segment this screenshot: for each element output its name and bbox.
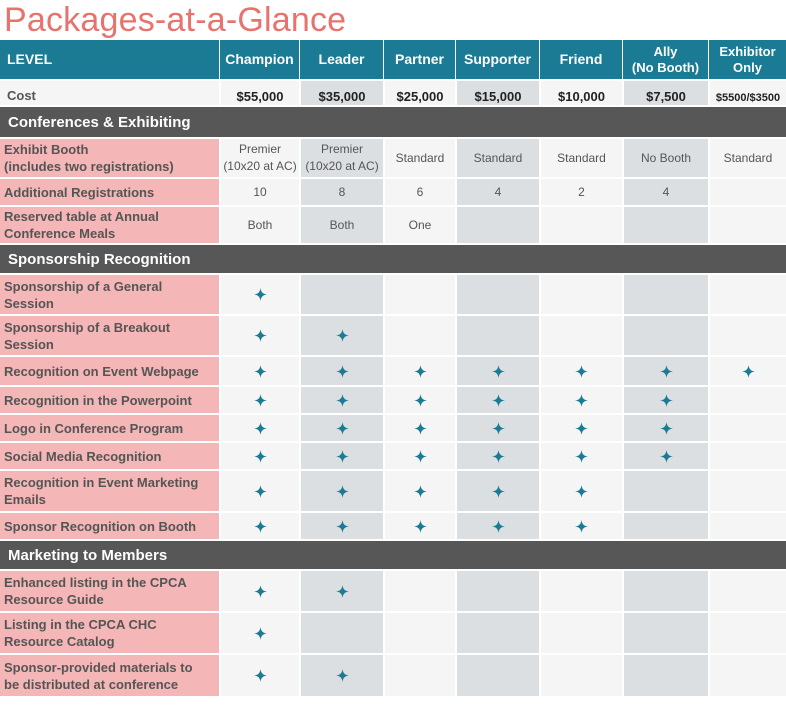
table-cell — [301, 655, 383, 698]
table-cell — [541, 571, 622, 613]
table-cell — [624, 513, 708, 541]
star-icon — [492, 394, 505, 407]
table-cell: Premier (10x20 at AC) — [221, 139, 299, 179]
table-cell — [221, 316, 299, 357]
star-icon — [492, 520, 505, 533]
table-cell — [541, 415, 622, 443]
table-cell — [457, 443, 539, 471]
star-icon — [414, 422, 427, 435]
star-icon — [575, 485, 588, 498]
star-icon — [336, 329, 349, 342]
cost-supporter: $15,000 — [457, 81, 539, 107]
table-cell — [385, 613, 455, 655]
table-cell: Both — [221, 207, 299, 245]
table-cell — [624, 357, 708, 387]
table-cell — [301, 513, 383, 541]
row-label-general-session: Sponsorship of a General Session — [0, 275, 219, 316]
row-label-enhanced-listing: Enhanced listing in the CPCA Resource Guide — [0, 571, 219, 613]
star-icon — [414, 450, 427, 463]
header-leader: Leader — [300, 40, 383, 81]
star-icon — [414, 365, 427, 378]
star-icon — [336, 585, 349, 598]
table-cell — [710, 275, 786, 316]
star-icon — [254, 585, 267, 598]
star-icon — [254, 627, 267, 640]
table-cell — [301, 471, 383, 513]
cost-champion: $55,000 — [221, 81, 299, 107]
star-icon — [492, 485, 505, 498]
header-supporter: Supporter — [456, 40, 539, 81]
star-icon — [492, 422, 505, 435]
star-icon — [336, 520, 349, 533]
table-cell — [624, 655, 708, 698]
table-cell — [301, 443, 383, 471]
table-cell: Both — [301, 207, 383, 245]
table-cell — [385, 415, 455, 443]
cost-partner: $25,000 — [385, 81, 455, 107]
star-icon — [660, 422, 673, 435]
star-icon — [254, 520, 267, 533]
table-cell — [385, 316, 455, 357]
cost-exhibitor-only: $5500/$3500 — [710, 81, 786, 107]
table-cell — [457, 571, 539, 613]
cost-friend: $10,000 — [541, 81, 622, 107]
header-friend: Friend — [540, 40, 622, 81]
table-cell — [385, 387, 455, 415]
table-cell — [710, 415, 786, 443]
table-cell — [710, 571, 786, 613]
table-cell — [541, 357, 622, 387]
table-cell — [624, 316, 708, 357]
table-cell — [221, 443, 299, 471]
table-cell — [541, 443, 622, 471]
table-cell — [541, 207, 622, 245]
star-icon — [492, 365, 505, 378]
table-cell — [301, 387, 383, 415]
star-icon — [336, 365, 349, 378]
table-cell — [710, 207, 786, 245]
table-cell — [624, 613, 708, 655]
table-cell — [385, 655, 455, 698]
section-sponsorship: Sponsorship Recognition — [0, 245, 786, 275]
table-cell: Standard — [385, 139, 455, 179]
star-icon — [254, 485, 267, 498]
star-icon — [336, 422, 349, 435]
table-cell — [301, 613, 383, 655]
table-cell — [221, 275, 299, 316]
table-cell — [301, 357, 383, 387]
table-cell — [221, 513, 299, 541]
row-label-event-webpage: Recognition on Event Webpage — [0, 357, 219, 387]
table-cell — [710, 513, 786, 541]
table-cell — [624, 387, 708, 415]
star-icon — [254, 669, 267, 682]
table-cell — [221, 357, 299, 387]
table-cell — [710, 471, 786, 513]
star-icon — [254, 329, 267, 342]
star-icon — [336, 394, 349, 407]
table-cell — [457, 613, 539, 655]
cost-leader: $35,000 — [301, 81, 383, 107]
table-cell — [710, 443, 786, 471]
row-label-social-media: Social Media Recognition — [0, 443, 219, 471]
table-cell — [221, 387, 299, 415]
row-label-exhibit-booth: Exhibit Booth (includes two registrations) — [0, 139, 219, 179]
table-cell — [301, 571, 383, 613]
star-icon — [336, 450, 349, 463]
table-cell — [221, 655, 299, 698]
table-cell — [457, 207, 539, 245]
row-label-reserved-table: Reserved table at Annual Conference Meals — [0, 207, 219, 245]
row-label-booth-recognition: Sponsor Recognition on Booth — [0, 513, 219, 541]
table-cell: 6 — [385, 179, 455, 207]
header-level: LEVEL — [0, 40, 219, 81]
header-champion: Champion — [220, 40, 299, 81]
row-label-additional-registrations: Additional Registrations — [0, 179, 219, 207]
table-cell — [221, 613, 299, 655]
table-cell: Premier (10x20 at AC) — [301, 139, 383, 179]
table-cell — [624, 207, 708, 245]
star-icon — [336, 669, 349, 682]
table-cell — [457, 513, 539, 541]
table-cell — [301, 275, 383, 316]
page-title: Packages-at-a-Glance — [4, 1, 347, 39]
star-icon — [254, 422, 267, 435]
table-cell — [221, 471, 299, 513]
table-cell: Standard — [457, 139, 539, 179]
table-cell — [541, 316, 622, 357]
header-partner: Partner — [384, 40, 455, 81]
table-cell — [385, 275, 455, 316]
row-label-breakout-session: Sponsorship of a Breakout Session — [0, 316, 219, 357]
table-cell — [541, 655, 622, 698]
table-cell — [541, 513, 622, 541]
star-icon — [660, 365, 673, 378]
row-label-marketing-emails: Recognition in Event Marketing Emails — [0, 471, 219, 513]
table-cell: One — [385, 207, 455, 245]
table-cell — [301, 415, 383, 443]
star-icon — [742, 365, 755, 378]
header-exhibitor-only: Exhibitor Only — [709, 40, 786, 81]
star-icon — [575, 365, 588, 378]
star-icon — [660, 394, 673, 407]
table-cell — [457, 655, 539, 698]
section-conferences: Conferences & Exhibiting — [0, 107, 786, 139]
star-icon — [414, 394, 427, 407]
table-cell — [710, 613, 786, 655]
table-cell — [710, 179, 786, 207]
table-cell — [457, 471, 539, 513]
table-cell: 2 — [541, 179, 622, 207]
table-cell — [457, 357, 539, 387]
star-icon — [336, 485, 349, 498]
table-cell — [710, 316, 786, 357]
table-cell: Standard — [710, 139, 786, 179]
cost-label: Cost — [0, 81, 219, 107]
cost-ally: $7,500 — [624, 81, 708, 107]
row-label-resource-catalog: Listing in the CPCA CHC Resource Catalog — [0, 613, 219, 655]
table-cell — [457, 387, 539, 415]
table-cell — [385, 571, 455, 613]
star-icon — [660, 450, 673, 463]
table-cell — [624, 471, 708, 513]
table-cell: No Booth — [624, 139, 708, 179]
table-cell: 4 — [624, 179, 708, 207]
star-icon — [254, 365, 267, 378]
table-cell — [385, 357, 455, 387]
star-icon — [254, 450, 267, 463]
table-cell — [710, 357, 786, 387]
star-icon — [254, 394, 267, 407]
star-icon — [575, 450, 588, 463]
header-ally: Ally (No Booth) — [623, 40, 708, 81]
star-icon — [414, 520, 427, 533]
table-cell — [541, 613, 622, 655]
table-cell — [710, 655, 786, 698]
star-icon — [575, 394, 588, 407]
star-icon — [575, 520, 588, 533]
star-icon — [414, 485, 427, 498]
star-icon — [254, 288, 267, 301]
table-cell — [221, 415, 299, 443]
table-cell: Standard — [541, 139, 622, 179]
table-cell — [457, 316, 539, 357]
section-marketing: Marketing to Members — [0, 541, 786, 571]
table-cell — [385, 513, 455, 541]
table-cell — [624, 415, 708, 443]
table-cell — [301, 316, 383, 357]
packages-table — [0, 40, 781, 698]
table-cell — [385, 443, 455, 471]
star-icon — [575, 422, 588, 435]
row-label-sponsor-materials: Sponsor-provided materials to be distributed at conference — [0, 655, 219, 698]
table-cell — [624, 275, 708, 316]
row-label-powerpoint: Recognition in the Powerpoint — [0, 387, 219, 415]
table-cell: 10 — [221, 179, 299, 207]
table-cell — [624, 443, 708, 471]
table-cell — [541, 275, 622, 316]
table-cell — [624, 571, 708, 613]
star-icon — [492, 450, 505, 463]
table-cell: 4 — [457, 179, 539, 207]
table-cell — [221, 571, 299, 613]
table-cell — [541, 387, 622, 415]
row-label-logo-program: Logo in Conference Program — [0, 415, 219, 443]
table-cell — [457, 415, 539, 443]
table-cell — [385, 471, 455, 513]
table-cell — [541, 471, 622, 513]
table-cell: 8 — [301, 179, 383, 207]
table-cell — [710, 387, 786, 415]
table-cell — [457, 275, 539, 316]
